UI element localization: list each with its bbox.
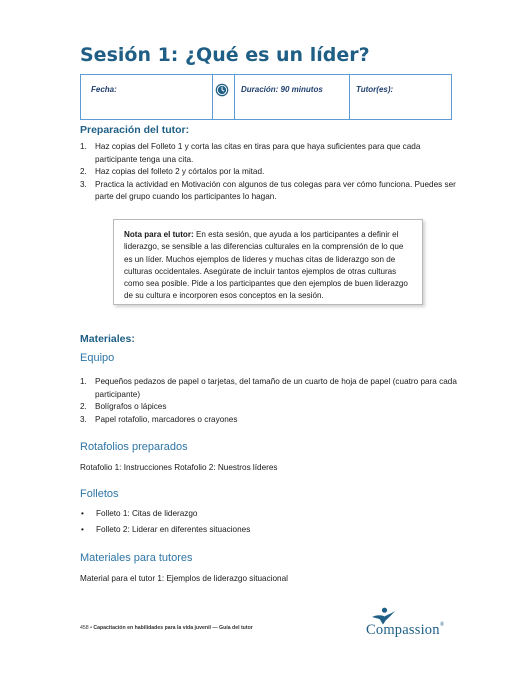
compassion-logo: Compassion® [366, 622, 445, 638]
equipo-list [80, 376, 460, 426]
page-title: Sesión 1: ¿Qué es un líder? [80, 44, 370, 66]
date-field: Fecha: [91, 85, 117, 94]
clock-icon [215, 83, 229, 97]
prep-list [80, 141, 460, 204]
list-item: 3. Papel rotafolio, marcadores o crayones [80, 414, 238, 424]
note-text: En esta sesión, que ayuda a los participantes a definir el liderazgo, se sensible a las diferencias culturales en la comprensión de lo que es un líder. Muchos ejemplos de líderes y muchas citas de liderazgo son de culturas occidentales. Asegúrate de incluir tantos ejemplos de otras culturas como sea posible. Pide a los participantes que den ejemplos de buen liderazgo de su cultura e incorporen esos conceptos en la sesión. [124, 230, 408, 301]
list-item: 1. Haz copias del Folleto 1 y corta las citas en tiras para que haya suficientes para que cada participante tenga una cita. [80, 142, 421, 164]
bullet-icon: • [81, 525, 84, 534]
list-item: 1. Pequeños pedazos de papel o tarjetas, del tamaño de un cuarto de hoja de papel (cuatro para cada participante) [80, 377, 457, 399]
tutores-heading: Materiales para tutores [80, 552, 193, 564]
list-item: 2. Haz copias del folleto 2 y córtalos por la mitad. [80, 167, 265, 176]
bullet-icon: • [81, 509, 84, 518]
prep-heading: Preparación del tutor: [80, 124, 190, 136]
tutor-note-box [113, 219, 423, 305]
note-label: Nota para el tutor: [124, 230, 194, 239]
session-info-table [80, 74, 452, 120]
footer-title: Capacitación en habilidades para la vida juvenil — Guía del tutor [93, 625, 253, 631]
duration-field: Duración: 90 minutos [241, 85, 323, 94]
materials-heading: Materiales: [80, 333, 135, 345]
list-item: 2. Bolígrafos o lápices [80, 402, 167, 411]
table-divider [234, 75, 235, 119]
rotafolios-heading: Rotafolios preparados [80, 441, 188, 453]
rotafolios-text: Rotafolio 1: Instrucciones Rotafolio 2: Nuestros líderes [80, 463, 278, 472]
list-item: • Folleto 1: Citas de liderazgo [80, 506, 250, 522]
table-divider [349, 75, 350, 119]
list-item: • Folleto 2: Liderar en diferentes situaciones [80, 522, 250, 538]
page-footer: 458 • Capacitación en habilidades para la vida juvenil — Guía del tutor [80, 625, 253, 631]
tutores-text: Material para el tutor 1: Ejemplos de liderazgo situacional [80, 574, 288, 583]
folletos-list [80, 506, 250, 538]
table-divider [212, 75, 213, 119]
list-item: 3. Practica la actividad en Motivación con algunos de tus colegas para ver cómo funciona. Puedes ser parte del grupo cuando los participantes lo hagan. [80, 179, 456, 201]
folletos-heading: Folletos [80, 488, 119, 500]
equipo-heading: Equipo [80, 352, 115, 364]
tutor-field: Tutor(es): [356, 85, 394, 94]
page-number: 458 [80, 625, 89, 631]
